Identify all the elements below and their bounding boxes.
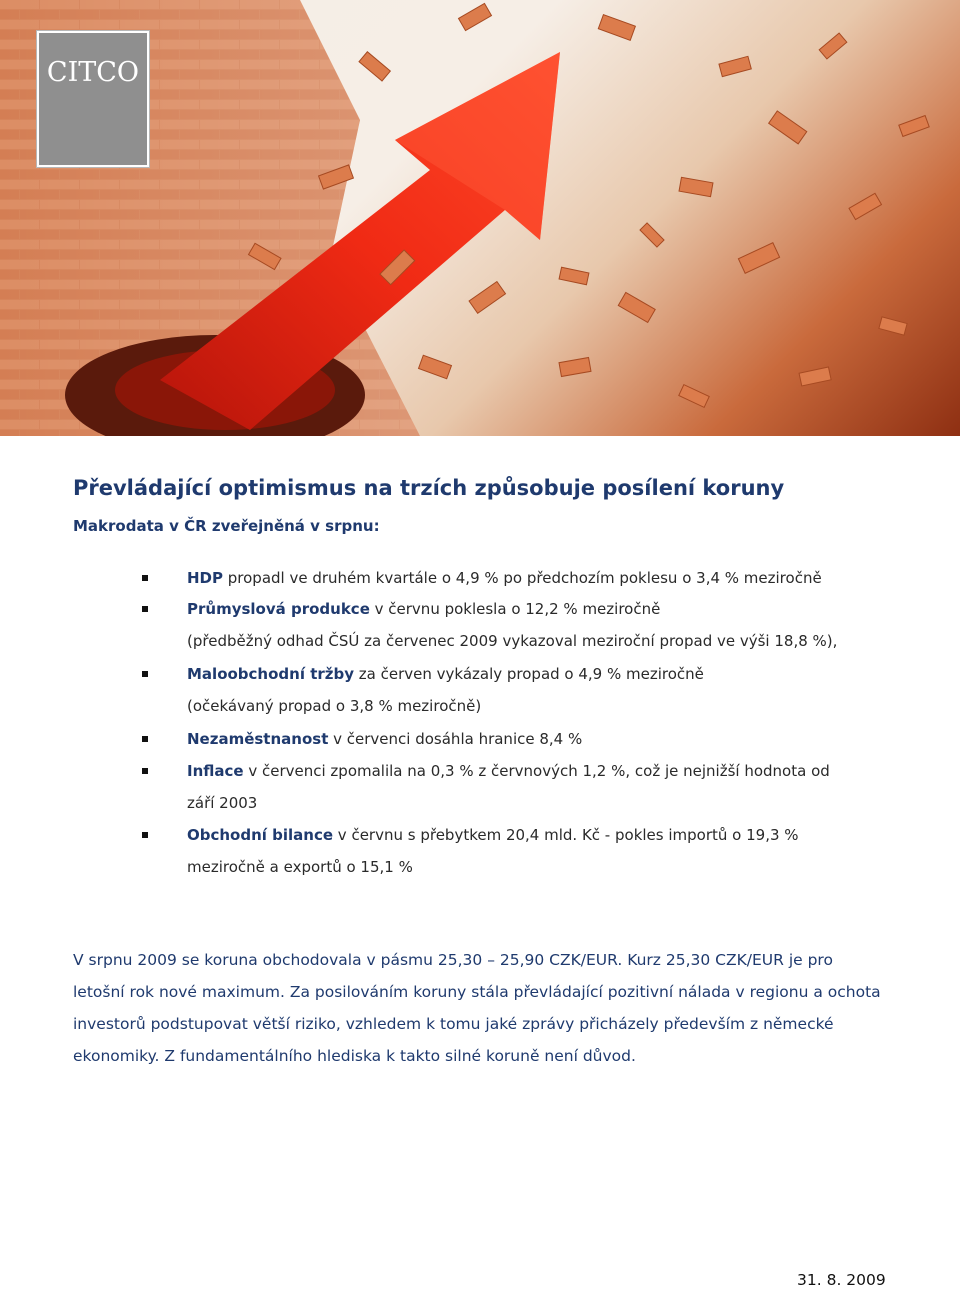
list-item — [187, 730, 582, 748]
list-item-term: Inflace — [187, 762, 244, 780]
list-item — [187, 762, 830, 780]
list-item — [187, 665, 704, 683]
list-item-term: HDP — [187, 569, 223, 587]
list-item-text: v červenci dosáhla hranice 8,4 % — [328, 730, 583, 748]
section-subheadline: Makrodata v ČR zveřejněná v srpnu: — [73, 517, 380, 535]
publication-date: 31. 8. 2009 — [797, 1271, 886, 1289]
list-item-term: Průmyslová produkce — [187, 600, 370, 618]
list-item-term: Obchodní bilance — [187, 826, 334, 844]
list-item — [187, 600, 660, 618]
paragraph-line: letošní rok nové maximum. Za posilováním koruny stála převládající pozitivní nálada v regionu a ochota — [73, 983, 881, 1001]
list-item-text: za červen vykázaly propad o 4,9 % meziročně — [354, 665, 704, 683]
list-item-text: v červnu s přebytkem 20,4 mld. Kč - pokles importů o 19,3 % — [333, 826, 799, 844]
list-item-term: Nezaměstnanost — [187, 730, 329, 748]
list-item-text: propadl ve druhém kvartále o 4,9 % po předchozím poklesu o 3,4 % meziročně — [223, 569, 822, 587]
list-item-text: v červenci zpomalila na 0,3 % z červnových 1,2 %, což je nejnižší hodnota od — [243, 762, 830, 780]
list-item — [187, 826, 799, 844]
list-item-term: Maloobchodní tržby — [187, 665, 355, 683]
paragraph-line: investorů podstupovat větší riziko, vzhledem k tomu jaké zprávy přicházely především z německé — [73, 1015, 834, 1033]
list-item-continuation: meziročně a exportů o 15,1 % — [187, 858, 413, 876]
bullet-icon — [142, 606, 148, 612]
list-item — [187, 569, 822, 587]
list-item-continuation: (očekávaný propad o 3,8 % meziročně) — [187, 697, 482, 715]
paragraph-line: V srpnu 2009 se koruna obchodovala v pásmu 25,30 – 25,90 CZK/EUR. Kurz 25,30 CZK/EUR je pro — [73, 951, 833, 969]
bullet-icon — [142, 575, 148, 581]
header-banner-image — [0, 0, 960, 436]
list-item-continuation: září 2003 — [187, 794, 258, 812]
paragraph-line: ekonomiky. Z fundamentálního hlediska k takto silné koruně není důvod. — [73, 1047, 636, 1065]
citco-logo — [37, 31, 149, 167]
logo-text: CITCO — [46, 57, 140, 88]
bullet-icon — [142, 736, 148, 742]
article-headline: Převládající optimismus na trzích způsobuje posílení koruny — [73, 476, 785, 500]
bullet-icon — [142, 671, 148, 677]
list-item-text: v červnu poklesla o 12,2 % meziročně — [369, 600, 661, 618]
bullet-icon — [142, 768, 148, 774]
list-item-continuation: (předběžný odhad ČSÚ za červenec 2009 vykazoval meziroční propad ve výši 18,8 %), — [187, 632, 838, 650]
bullet-icon — [142, 832, 148, 838]
